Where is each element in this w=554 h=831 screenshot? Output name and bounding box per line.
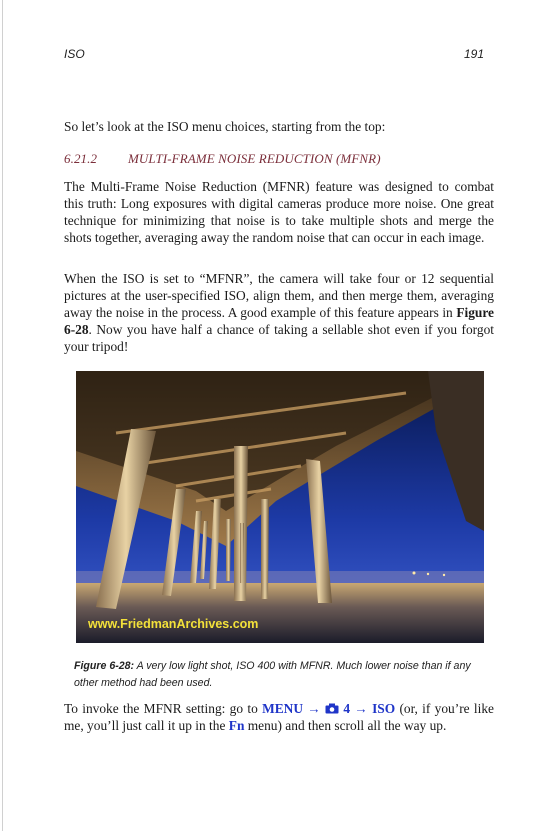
camera-tab-icon — [325, 701, 339, 716]
photo-watermark: www.FriedmanArchives.com — [88, 617, 259, 631]
paragraph-mfnr-operation — [64, 270, 494, 355]
para3-text-end: menu) and then scroll all the way up. — [244, 718, 447, 733]
intro-paragraph: So let’s look at the ISO menu choices, starting from the top: — [64, 119, 386, 134]
menu-keyword: MENU — [262, 701, 304, 716]
page-edge — [2, 0, 3, 831]
paragraph-mfnr-description: The Multi-Frame Noise Reduction (MFNR) feature was designed to combat this truth: Long exposures with digital cameras produce more noise. One great technique for minimizing that noise is to take multiple shots and merge the shots together, averaging away the random noise that can occur in each image. — [64, 179, 494, 245]
paragraph-invoke-mfnr — [64, 700, 494, 734]
section-number: 6.21.2 — [64, 151, 98, 166]
figure-caption-text: A very low light shot, ISO 400 with MFNR. Much lower noise than if any other method had been used. — [74, 660, 471, 689]
para2-text-end: . Now you have half a chance of taking a sellable shot even if you forgot your tripod! — [64, 322, 494, 354]
para3-text-start: To invoke the MFNR setting: go to — [64, 701, 263, 716]
figure-reference: Figure 6-28 — [64, 305, 494, 337]
arrow-2: → — [350, 701, 373, 716]
fn-keyword: Fn — [228, 718, 245, 733]
para3-text-middle: (or, if you’re like me, you’ll just call it up in the — [64, 701, 495, 733]
tab-number: 4 — [339, 701, 351, 716]
section-title: MULTI-FRAME NOISE REDUCTION (MFNR) — [128, 151, 381, 166]
page-number: 191 — [464, 47, 485, 61]
iso-keyword: ISO — [372, 701, 396, 716]
figure-photo-pier — [76, 371, 484, 643]
running-header-chapter: ISO — [64, 47, 85, 61]
figure-caption — [74, 658, 494, 692]
pier-night-photo-illustration — [76, 371, 484, 643]
arrow-1: → — [303, 701, 326, 716]
figure-caption-label: Figure 6-28: — [74, 660, 135, 672]
section-heading — [64, 151, 381, 167]
para2-text-start: When the ISO is set to “MFNR”, the camera will take four or 12 sequential pictures at the user-specified ISO, align them, and then merge them, averaging away the noise in the process. A good example of this feature appears in — [64, 271, 494, 320]
